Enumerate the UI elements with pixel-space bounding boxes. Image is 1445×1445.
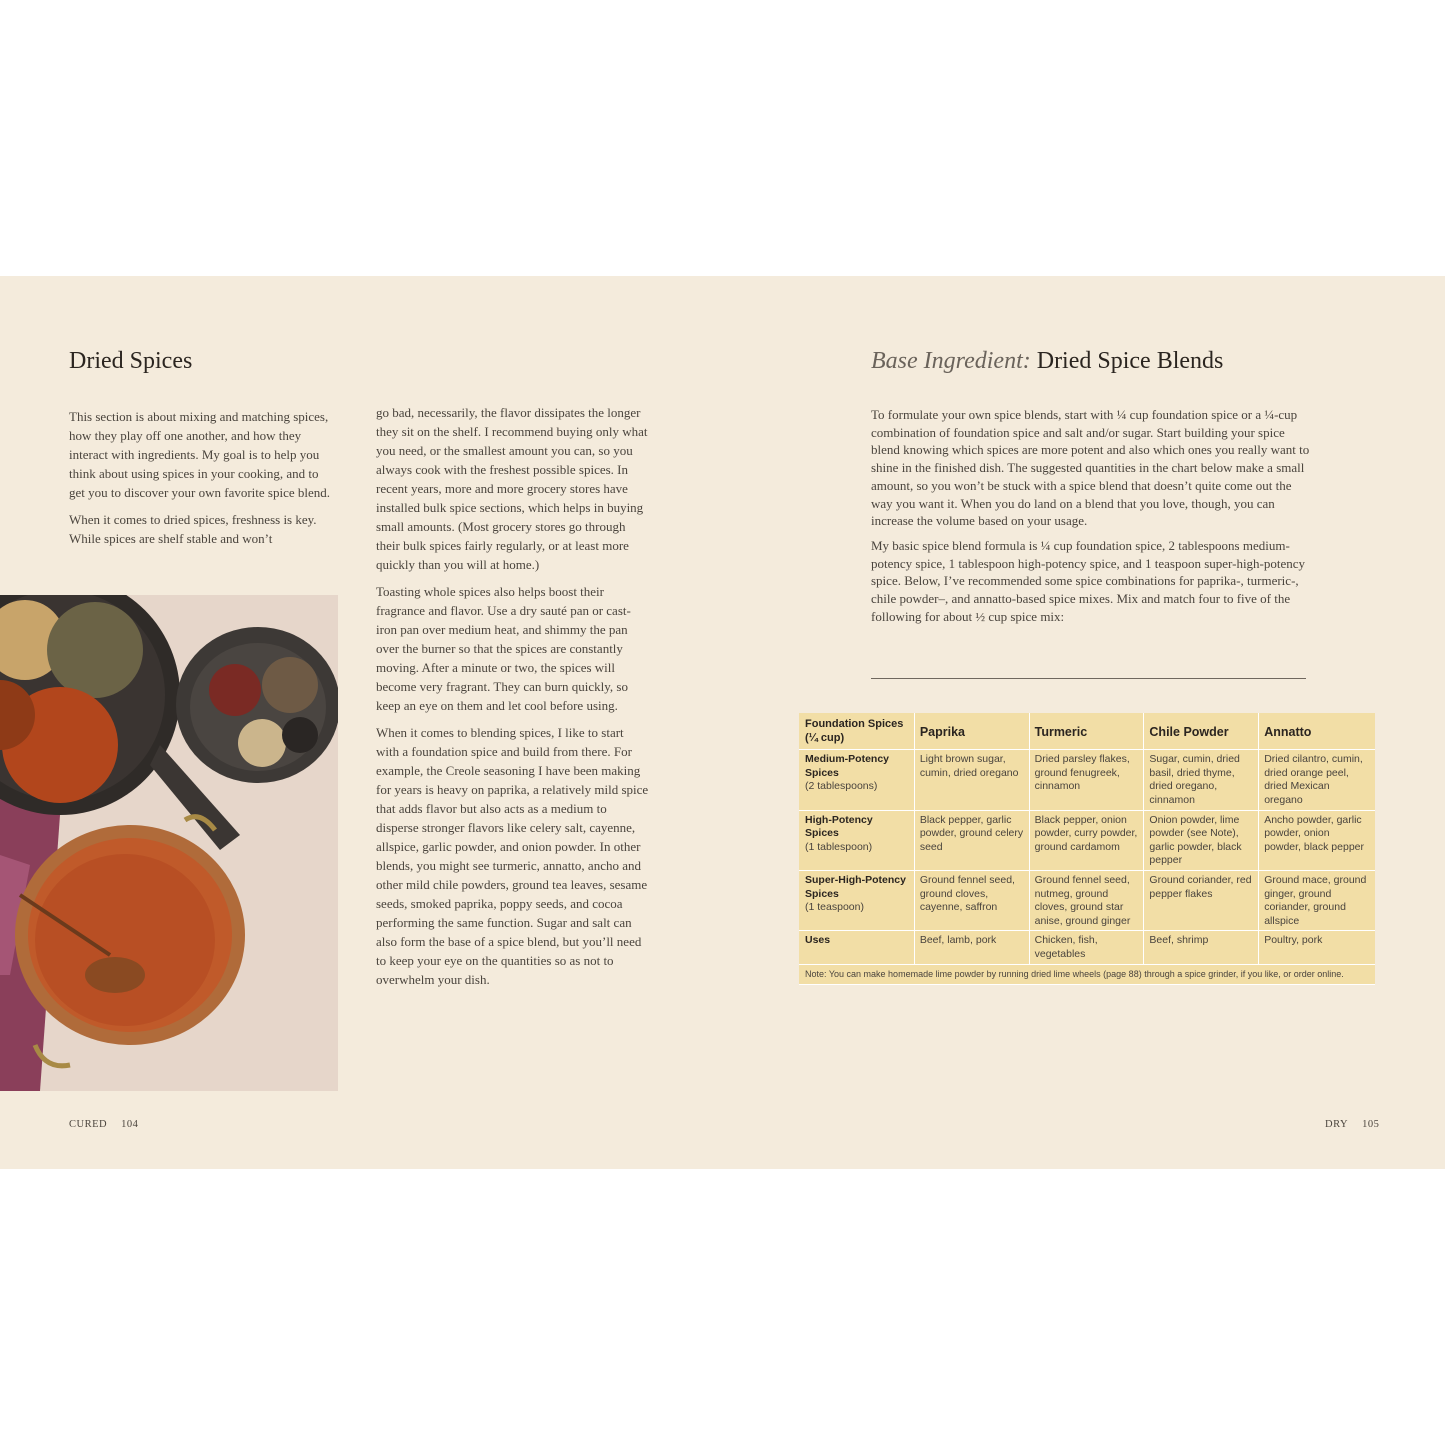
table-cell: Onion powder, lime powder (see Note), garlic powder, black pepper [1144, 810, 1259, 870]
footer-section: DRY [1325, 1119, 1349, 1130]
column-header: Foundation Spices (¼ cup) [800, 714, 915, 750]
table-cell: Sugar, cumin, dried basil, dried thyme, dried oregano, cinnamon [1144, 750, 1259, 810]
row-label: High-Potency Spices [805, 813, 873, 840]
paragraph: go bad, necessarily, the flavor dissipates the longer they sit on the shelf. I recommend buying only what you need, or the smallest amount you can, so you always cook with the freshest possible spices. In recent years, more and more grocery stores have installed bulk spice sections, which helps in buying small amounts. (Most grocery stores go through their bulk spices fairly regularly, or at least more quickly than you will at home.) [376, 405, 648, 572]
left-column-2 [376, 403, 650, 997]
table-cell: Ground fennel seed, nutmeg, ground cloves, ground star anise, ground ginger [1029, 870, 1144, 930]
spice-blend-table [799, 713, 1375, 985]
table-header-row [800, 714, 1375, 750]
column-header: Annatto [1259, 714, 1375, 750]
table-note-row [800, 964, 1375, 984]
table-row [800, 750, 1375, 810]
page-number: 105 [1362, 1119, 1380, 1130]
table-cell: Ground mace, ground ginger, ground coriander, ground allspice [1259, 870, 1375, 930]
divider [871, 678, 1306, 679]
row-label-cell [800, 750, 915, 810]
right-heading-main: Dried Spice Blends [1036, 348, 1224, 374]
left-footer [69, 1119, 138, 1130]
table-cell: Poultry, pork [1259, 931, 1375, 964]
row-quantity: (1 teaspoon) [805, 901, 864, 914]
column-header: Turmeric [1029, 714, 1144, 750]
table-cell: Black pepper, garlic powder, ground celery seed [914, 810, 1029, 870]
right-heading-italic: Base Ingredient: [871, 348, 1031, 374]
row-label: Medium-Potency Spices [805, 753, 890, 779]
spices-illustration [0, 595, 338, 1091]
book-spread [0, 276, 1445, 1169]
paragraph: When it comes to blending spices, I like to start with a foundation spice and build from there. For example, the Creole seasoning I have been making for years is heavy on paprika, a relatively mild spice that adds flavor but also acts as a medium to disperse stronger flavors like celery salt, cayenne, allspice, garlic powder, and onion powder. In other blends, you might see turmeric, annatto, ancho and other mild chile powders, ground tea leaves, sesame seeds, smoked paprika, poppy seeds, and cocoa performing the same function. Sugar and salt can also form the base of a spice blend, but you’ll need to keep your eye on the quantities so as not to overwhelm your dish. [376, 725, 649, 987]
column-header: Chile Powder [1144, 714, 1259, 750]
paragraph: When it comes to dried spices, freshness is key. While spices are shelf stable and won’t [69, 512, 317, 546]
paragraph: My basic spice blend formula is ¼ cup foundation spice, 2 tablespoons medium-potency spice, 1 tablespoon high-potency spice, and 1 teaspoon super-high-potency spice. Below, I’ve recommended some spice combinations for paprika-, turmeric-, chile powder–, and annatto-based spice mixes. Mix and match four to five of the following for about ½ cup spice mix: [871, 537, 1306, 624]
table-cell: Beef, lamb, pork [914, 931, 1029, 964]
table-row [800, 810, 1375, 870]
left-heading: Dried Spices [69, 348, 193, 374]
right-footer [1325, 1119, 1379, 1130]
paragraph: To formulate your own spice blends, start with ¼ cup foundation spice or a ¼-cup combination of foundation spice and salt and/or sugar. Start building your spice blend knowing which spices are more potent and also which ones you really want to shine in the finished dish. The suggested quantities in the chart below make a small amount, so you won’t be stuck with a spice blend that doesn’t quite come out the way you want it. When you do land on a blend that you love, though, you can increase the volume based on your usage. [871, 407, 1310, 529]
paragraph: This section is about mixing and matching spices, how they play off one another, and how they interact with ingredients. My goal is to help you think about using spices in your cooking, and to get you to discover your own favorite spice blend. [69, 409, 331, 500]
spices-photo [0, 595, 338, 1091]
row-quantity: (2 tablespoons) [805, 780, 878, 793]
table-cell: Ground coriander, red pepper flakes [1144, 870, 1259, 930]
table-cell: Dried cilantro, cumin, dried orange peel, dried Mexican oregano [1259, 750, 1375, 810]
left-column-1 [69, 407, 337, 556]
right-heading [871, 348, 1223, 375]
table-row [800, 870, 1375, 930]
page-number: 104 [121, 1119, 139, 1130]
row-label: Uses [805, 934, 831, 947]
table-cell: Ground fennel seed, ground cloves, cayenne, saffron [914, 870, 1029, 930]
paragraph: Toasting whole spices also helps boost their fragrance and flavor. Use a dry sauté pan or cast-iron pan over medium heat, and shimmy the pan over the burner so that the spices are constantly moving. After a minute or two, the spices will become very fragrant. They can burn quickly, so keep an eye on them and let cool before using. [376, 584, 631, 713]
footer-section: CURED [69, 1119, 108, 1130]
column-header: Paprika [914, 714, 1029, 750]
row-quantity: (1 tablespoon) [805, 840, 873, 853]
table-cell: Beef, shrimp [1144, 931, 1259, 964]
row-label-cell [800, 810, 915, 870]
table-row [800, 931, 1375, 964]
table-cell: Ancho powder, garlic powder, onion powder, black pepper [1259, 810, 1375, 870]
row-label-cell [800, 931, 915, 964]
row-label-cell [800, 870, 915, 930]
table-cell: Light brown sugar, cumin, dried oregano [914, 750, 1029, 810]
table-cell: Dried parsley flakes, ground fenugreek, cinnamon [1029, 750, 1144, 810]
row-label: Super-High-Potency Spices [805, 873, 906, 900]
right-column [871, 406, 1311, 632]
table-cell: Chicken, fish, vegetables [1029, 931, 1144, 964]
table-note: Note: You can make homemade lime powder by running dried lime wheels (page 88) through a spice grinder, if you like, or order online. [800, 964, 1375, 984]
table-cell: Black pepper, onion powder, curry powder, ground cardamom [1029, 810, 1144, 870]
